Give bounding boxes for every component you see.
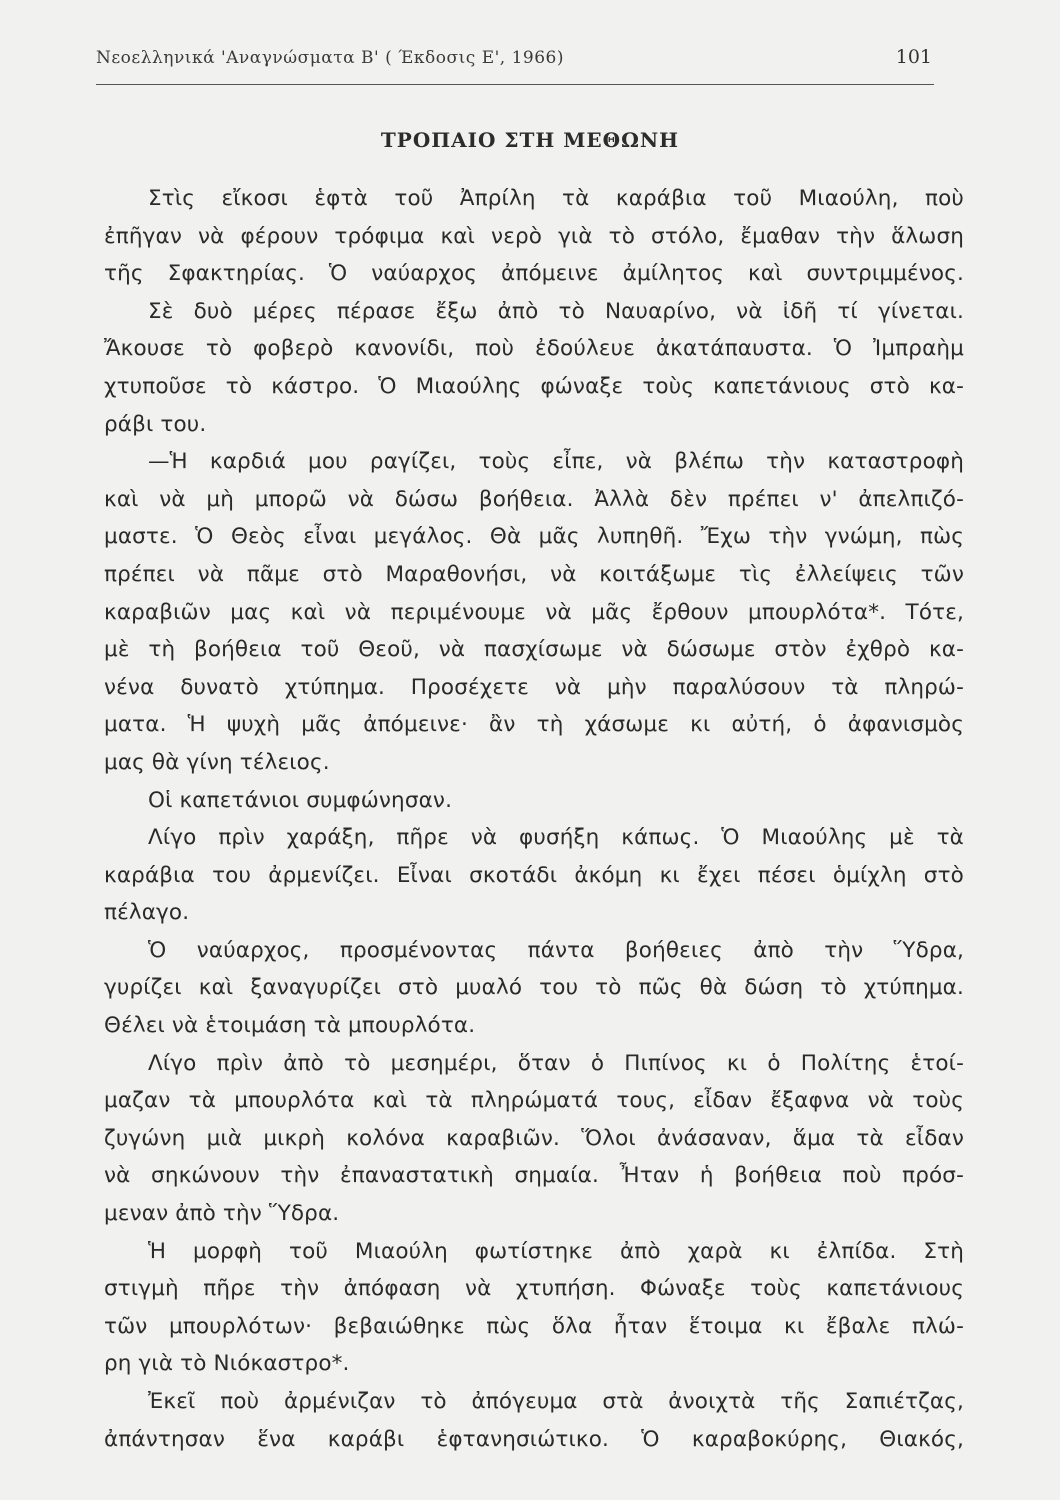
text-line: πρέπει νὰ πᾶμε στὸ Μαραθονήσι, νὰ κοιτάξωμε τὶς ἐλλείψεις τῶν <box>104 561 964 587</box>
text-line: νένα δυνατὸ χτύπημα. Προσέχετε νὰ μὴν παραλύσουν τὰ πληρώ- <box>104 674 964 700</box>
text-line: μαστε. Ὁ Θεὸς εἶναι μεγάλος. Θὰ μᾶς λυπηθῆ. Ἔχω τὴν γνώμη, πὼς <box>104 524 964 550</box>
text-line: μεναν ἀπὸ τὴν Ὕδρα. <box>104 1201 340 1227</box>
text-line: —Ἡ καρδιά μου ραγίζει, τοὺς εἶπε, νὰ βλέπω τὴν καταστροφὴ <box>148 449 964 475</box>
text-line: γυρίζει καὶ ξαναγυρίζει στὸ μυαλό του τὸ πῶς θὰ δώση τὸ χτύπημα. <box>104 975 964 1001</box>
text-line: στιγμὴ πῆρε τὴν ἀπόφαση νὰ χτυπήση. Φώναξε τοὺς καπετάνιους <box>104 1276 964 1302</box>
page-header <box>96 44 934 85</box>
text-line: μαζαν τὰ μπουρλότα καὶ τὰ πληρώματά τους, εἶδαν ἔξαφνα νὰ τοὺς <box>104 1088 964 1114</box>
text-line: καράβια του ἀρμενίζει. Εἶναι σκοτάδι ἀκόμη κι ἔχει πέσει ὁμίχλη στὸ <box>104 862 964 888</box>
text-line: χτυποῦσε τὸ κάστρο. Ὁ Μιαούλης φώναξε τοὺς καπετάνιους στὸ κα- <box>104 373 964 399</box>
text-line: πέλαγο. <box>104 900 190 926</box>
text-line: ἀπάντησαν ἕνα καράβι ἑφτανησιώτικο. Ὁ καραβοκύρης, Θιακός, <box>104 1426 964 1452</box>
text-line: Λίγο πρὶν ἀπὸ τὸ μεσημέρι, ὅταν ὁ Πιπίνος κι ὁ Πολίτης ἑτοί- <box>148 1050 964 1076</box>
running-head: Νεοελληνικά 'Αναγνώσματα Β' ( Έκδοσις Ε', 1966) <box>96 48 564 68</box>
text-line: Στὶς εἴκοσι ἑφτὰ τοῦ Ἀπρίλη τὰ καράβια τοῦ Μιαούλη, ποὺ <box>148 186 964 211</box>
text-line: ματα. Ἡ ψυχὴ μᾶς ἀπόμεινε· ἂν τὴ χάσωμε κι αὐτή, ὁ ἀφανισμὸς <box>104 712 964 738</box>
text-line: Σὲ δυὸ μέρες πέρασε ἔξω ἀπὸ τὸ Ναυαρίνο, νὰ ἰδῆ τί γίνεται. <box>148 298 964 324</box>
text-line: Ὁ ναύαρχος, προσμένοντας πάντα βοήθειες ἀπὸ τὴν Ὕδρα, <box>148 937 964 963</box>
text-line: Ἄκουσε τὸ φοβερὸ κανονίδι, ποὺ ἐδούλευε ἀκατάπαυστα. Ὁ Ἰμπραὴμ <box>104 336 964 362</box>
text-line: Ἡ μορφὴ τοῦ Μιαούλη φωτίστηκε ἀπὸ χαρὰ κι ἐλπίδα. Στὴ <box>148 1238 964 1264</box>
page-number: 101 <box>895 46 932 68</box>
text-line: Λίγο πρὶν χαράξη, πῆρε νὰ φυσήξη κάπως. Ὁ Μιαούλης μὲ τὰ <box>148 825 964 851</box>
text-line: μὲ τὴ βοήθεια τοῦ Θεοῦ, νὰ πασχίσωμε νὰ δώσωμε στὸν ἐχθρὸ κα- <box>104 637 964 663</box>
text-line: Οἱ καπετάνιοι συμφώνησαν. <box>148 787 453 813</box>
text-line: ράβι του. <box>104 411 207 437</box>
text-line: Ἐκεῖ ποὺ ἀρμένιζαν τὸ ἀπόγευμα στὰ ἀνοιχτὰ τῆς Σαπιέτζας, <box>148 1389 964 1414</box>
text-line: καραβιῶν μας καὶ νὰ περιμένουμε νὰ μᾶς ἔρθουν μπουρλότα*. Τότε, <box>104 599 964 625</box>
text-line: καὶ νὰ μὴ μπορῶ νὰ δώσω βοήθεια. Ἀλλὰ δὲν πρέπει ν' ἀπελπιζό- <box>104 486 964 512</box>
text-line: ρη γιὰ τὸ Νιόκαστρο*. <box>104 1351 350 1377</box>
text-line: νὰ σηκώνουν τὴν ἐπαναστατικὴ σημαία. Ἦταν ἡ βοήθεια ποὺ πρόσ- <box>104 1163 964 1189</box>
text-line: ζυγώνη μιὰ μικρὴ κολόνα καραβιῶν. Ὅλοι ἀνάσαναν, ἅμα τὰ εἶδαν <box>104 1125 964 1151</box>
chapter-title: ΤΡΟΠΑΙΟ ΣΤΗ ΜΕΘΩΝΗ <box>380 128 680 152</box>
text-line: ἐπῆγαν νὰ φέρουν τρόφιμα καὶ νερὸ γιὰ τὸ στόλο, ἔμαθαν τὴν ἅλωση <box>104 223 964 249</box>
text-line: τῶν μπουρλότων· βεβαιώθηκε πὼς ὅλα ἦταν ἕτοιμα κι ἔβαλε πλώ- <box>104 1313 964 1339</box>
text-line: Θέλει νὰ ἑτοιμάση τὰ μπουρλότα. <box>104 1013 476 1039</box>
text-line: μας θὰ γίνη τέλειος. <box>104 749 330 775</box>
body-text <box>104 180 964 1458</box>
text-line: τῆς Σφακτηρίας. Ὁ ναύαρχος ἀπόμεινε ἀμίλητος καὶ συντριμμένος. <box>104 261 964 287</box>
